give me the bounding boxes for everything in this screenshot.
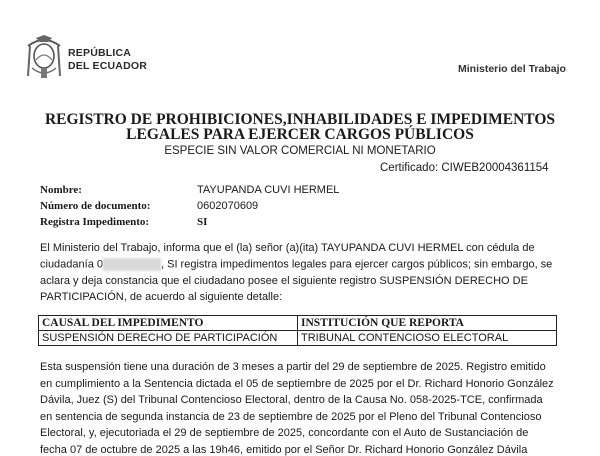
ministry-name: Ministerio del Trabajo <box>458 63 566 75</box>
table-header-causal: CAUSAL DEL IMPEDIMENTO <box>39 316 298 331</box>
intro-line: PARTICIPACIÓN, de acuerdo al siguiente detalle: <box>40 291 283 303</box>
field-label-impedimento: Registra Impedimento: <box>40 216 150 228</box>
field-label-documento: Número de documento: <box>40 200 151 212</box>
document-title-line2: LEGALES PARA EJERCER CARGOS PÚBLICOS <box>126 126 474 143</box>
body-line: Esta suspensión tiene una duración de 3 meses a partir del 29 de septiembre de 2025. Registro emitido <box>40 361 546 373</box>
redacted-id-block <box>103 258 161 271</box>
especie-notice: ESPECIE SIN VALOR COMERCIAL NI MONETARIO <box>164 145 436 157</box>
republic-name-line2: DEL ECUADOR <box>68 60 148 72</box>
table-header-institucion: INSTITUCIÓN QUE REPORTA <box>298 316 557 331</box>
body-line: Electoral, y, ejecutoriada el 29 de septiembre de 2025, concordante con el Auto de Sustanciación de <box>40 427 529 439</box>
table-cell-causal: SUSPENSIÓN DERECHO DE PARTICIPACIÓN <box>39 331 298 346</box>
intro-line <box>40 258 552 271</box>
table-cell-institucion: TRIBUNAL CONTENCIOSO ELECTORAL <box>298 331 557 346</box>
document-title-line1: REGISTRO DE PROHIBICIONES,INHABILIDADES E IMPEDIMENTOS <box>44 111 556 128</box>
intro-line-end: , SI registra impedimentos legales para ejercer cargos públicos; sin embargo, se <box>161 258 553 271</box>
certificate-number: Certificado: CIWEB20004361154 <box>380 162 549 174</box>
intro-line: aclara y deja constancia que el ciudadano posee el siguiente registro SUSPENSIÓN DERECHO DE <box>40 275 528 287</box>
field-value-documento: 0602070609 <box>197 200 259 212</box>
intro-line-start: ciudadanía 0 <box>40 258 103 271</box>
impediment-table <box>38 315 557 346</box>
republic-name-line1: REPÚBLICA <box>68 47 132 59</box>
field-label-nombre: Nombre: <box>40 184 82 196</box>
body-line: en sentencia de segunda instancia de 23 de septiembre de 2025 por el Pleno del Tribunal Contencioso <box>40 411 542 423</box>
field-value-nombre: TAYUPANDA CUVI HERMEL <box>197 184 340 196</box>
body-line: en cumplimiento a la Sentencia dictada el 05 de septiembre de 2025 por el Dr. Richard Honorio González <box>40 378 554 390</box>
ecuador-coat-of-arms-icon <box>24 32 64 80</box>
field-value-impedimento: SI <box>197 216 208 228</box>
intro-line: El Ministerio del Trabajo, informa que el (la) señor (a)(ita) TAYUPANDA CUVI HERMEL con cédula de <box>40 242 535 254</box>
body-line: Dávila, Juez (S) del Tribunal Contencioso Electoral, dentro de la Causa No. 058-2025-TCE, confirmada <box>40 394 543 406</box>
body-line: fecha 07 de octubre de 2025 a las 19h46, emitido por el Señor Dr. Richard Honorio González Dávila <box>40 444 528 456</box>
